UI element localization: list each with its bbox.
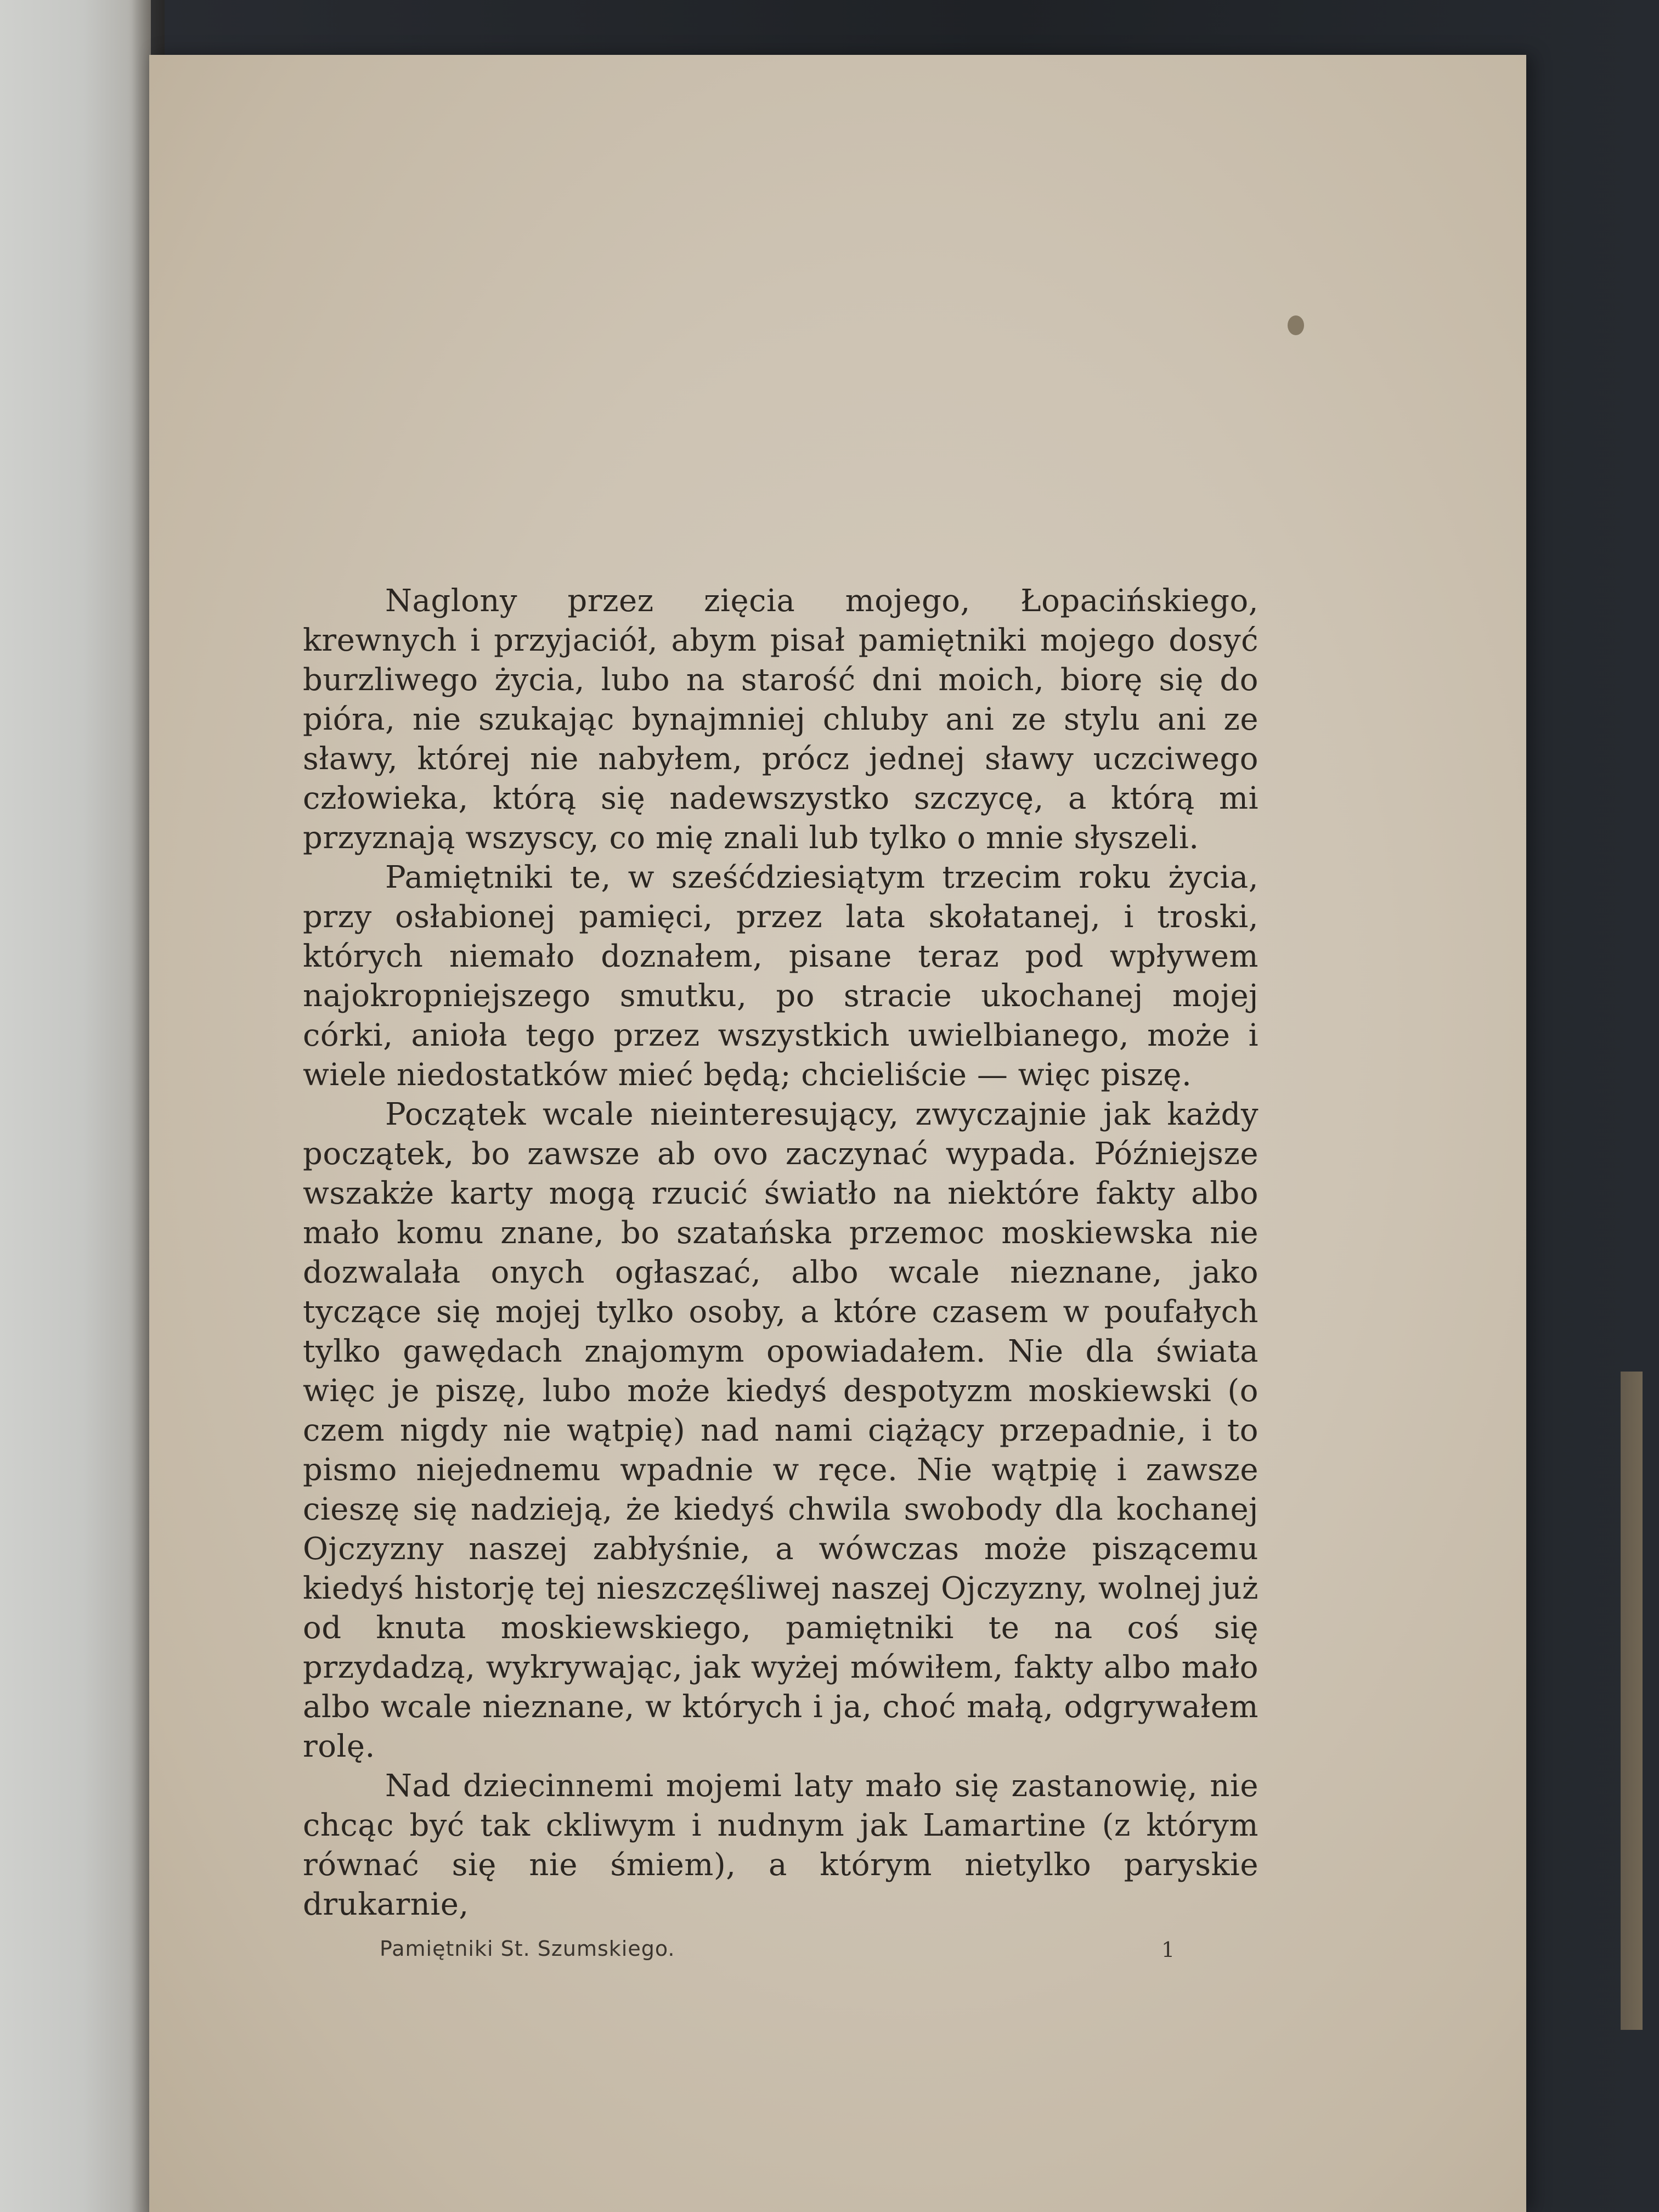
paragraph-1: Naglony przez zięcia mojego, Łopacińskiego, krewnych i przyjaciół, abym pisał pamiętniki mojego dosyć burzliwego życia, lubo na starość dni moich, biorę się do pióra, nie szukając bynajmniej chluby ani ze stylu ani ze sławy, której nie nabyłem, prócz jednej sławy uczciwego człowieka, którą się nadewszystko szczycę, a którą mi przyznają wszyscy, co mię znali lub tylko o mnie słyszeli. — [303, 583, 1259, 856]
paragraph-4: Nad dziecinnemi mojemi laty mało się zastanowię, nie chcąc być tak ckliwym i nudnym jak Lamartine (z którym równać się nie śmiem), a którym nietylko paryskie drukarnie, — [303, 1768, 1259, 1922]
footer-title: Pamiętniki St. Szumskiego. — [380, 1937, 675, 1961]
body-text — [303, 582, 1259, 1925]
left-page-edge — [0, 0, 151, 2212]
signature-mark: 1 — [1161, 1938, 1175, 1962]
paper-stain — [1288, 315, 1304, 335]
page-edge-strip — [1621, 1372, 1643, 2030]
paragraph-3: Początek wcale nieinteresujący, zwyczajnie jak każdy początek, bo zawsze ab ovo zaczynać wypada. Późniejsze wszakże karty mogą rzucić światło na niektóre fakty albo mało komu znane, bo szatańska przemoc moskiewska nie dozwalała onych ogłaszać, albo wcale nieznane, jako tyczące się mojej tylko osoby, a które czasem w poufałych tylko gawędach znajomym opowiadałem. Nie dla świata więc je piszę, lubo może kiedyś despotyzm moskiewski (o czem nigdy nie wątpię) nad nami ciążący przepadnie, i to pismo niejednemu wpadnie w ręce. Nie wątpię i zawsze cieszę się nadzieją, że kiedyś chwila swobody dla kochanej Ojczyzny naszej zabłyśnie, a wówczas może piszącemu kiedyś historję tej nieszczęśliwej naszej Ojczyzny, wolnej już od knuta moskiewskiego, pamiętniki te na coś się przydadzą, wykrywając, jak wyżej mówiłem, fakty albo mało albo wcale nieznane, w których i ja, choć małą, odgrywałem rolę. — [303, 1097, 1259, 1764]
book-page — [149, 55, 1526, 2212]
paragraph-2: Pamiętniki te, w sześćdziesiątym trzecim roku życia, przy osłabionej pamięci, przez lata skołatanej, i troski, których niemało doznałem, pisane teraz pod wpływem najokropniejszego smutku, po stracie ukochanej mojej córki, anioła tego przez wszystkich uwielbianego, może i wiele niedostatków mieć będą; chcieliście — więc piszę. — [303, 860, 1259, 1093]
